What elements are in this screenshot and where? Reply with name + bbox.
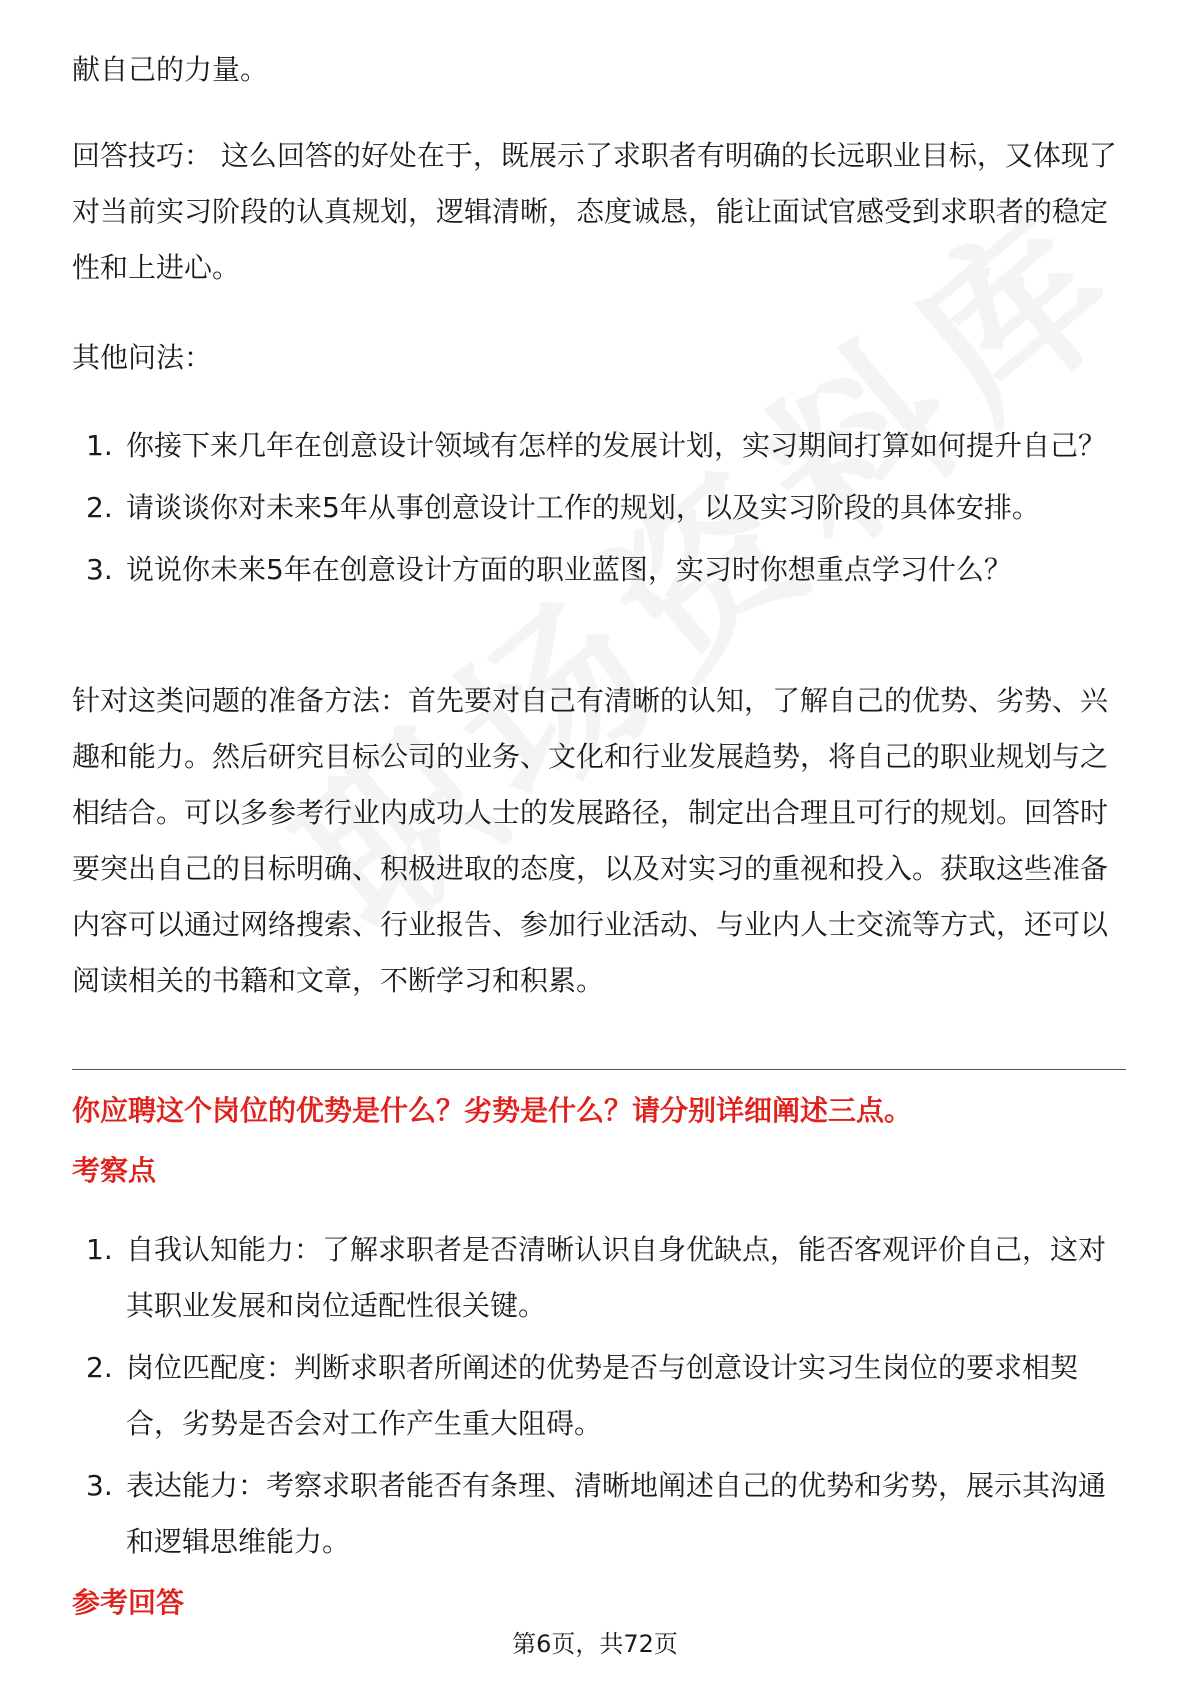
list-item (72, 1222, 1126, 1334)
list-item-text: 岗位匹配度：判断求职者所阐述的优势是否与创意设计实习生岗位的要求相契合，劣势是否会对工作产生重大阻碍。 (126, 1351, 1079, 1440)
other-phrasings-list (72, 418, 1126, 604)
list-item (72, 1340, 1126, 1452)
list-item-number: 2. (86, 491, 113, 524)
list-item-text: 请谈谈你对未来5年从事创意设计工作的规划，以及实习阶段的具体安排。 (126, 491, 1040, 524)
list-item-text: 你接下来几年在创意设计领域有怎样的发展计划，实习期间打算如何提升自己？ (126, 429, 1107, 462)
list-item (72, 1458, 1126, 1570)
previous-answer-tail: 献自己的力量。 (72, 53, 269, 86)
list-item (72, 480, 1126, 536)
list-item-number: 3. (86, 1469, 113, 1502)
assessment-points-list (72, 1222, 1126, 1576)
list-item-text: 表达能力：考察求职者能否有条理、清晰地阐述自己的优势和劣势，展示其沟通和逻辑思维能力。 (126, 1469, 1107, 1558)
preparation-method-paragraph: 针对这类问题的准备方法：首先要对自己有清晰的认知，了解自己的优势、劣势、兴趣和能力。然后研究目标公司的业务、文化和行业发展趋势，将自己的职业规划与之相结合。可以多参考行业内成功人士的发展路径，制定出合理且可行的规划。回答时要突出自己的目标明确、积极进取的态度，以及对实习的重视和投入。获取这些准备内容可以通过网络搜索、行业报告、参加行业活动、与业内人士交流等方式，还可以阅读相关的书籍和文章，不断学习和积累。 (72, 684, 1109, 997)
list-item-text: 说说你未来5年在创意设计方面的职业蓝图，实习时你想重点学习什么？ (126, 553, 1012, 586)
page-number-footer: 第6页，共72页 (512, 1630, 678, 1658)
list-item-text: 自我认知能力：了解求职者是否清晰认识自身优缺点，能否客观评价自己，这对其职业发展和岗位适配性很关键。 (126, 1233, 1107, 1322)
section-divider (72, 1069, 1126, 1070)
list-item-number: 1. (86, 429, 113, 462)
question-title: 你应聘这个岗位的优势是什么？劣势是什么？请分别详细阐述三点。 (72, 1094, 913, 1127)
reference-answer-heading: 参考回答 (72, 1586, 185, 1619)
list-item-number: 2. (86, 1351, 113, 1384)
assessment-points-heading: 考察点 (72, 1154, 157, 1187)
list-item-number: 1. (86, 1233, 113, 1266)
answer-tip-paragraph: 回答技巧： 这么回答的好处在于，既展示了求职者有明确的长远职业目标，又体现了对当前实习阶段的认真规划，逻辑清晰，态度诚恳，能让面试官感受到求职者的稳定性和上进心。 (72, 139, 1117, 284)
list-item (72, 418, 1126, 474)
list-item (72, 542, 1126, 598)
list-item-number: 3. (86, 553, 113, 586)
other-phrasings-label: 其他问法： (72, 341, 213, 374)
